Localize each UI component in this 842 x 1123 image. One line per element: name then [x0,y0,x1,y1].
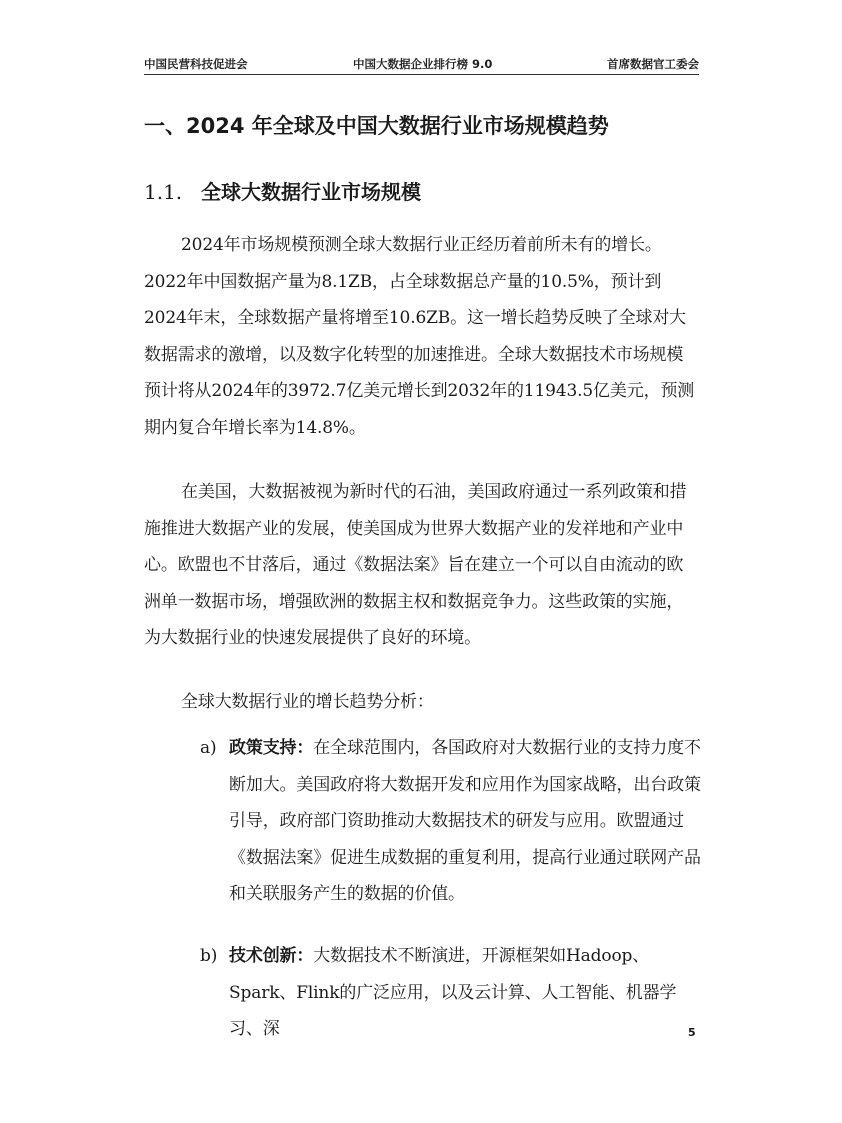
paragraph-market-size: 2024年市场规模预测全球大数据行业正经历着前所未有的增长。2022年中国数据产量为8.1ZB，占全球数据总产量的10.5%，预计到2024年末，全球数据产量将增至10.6ZB。这一增长趋势反映了全球对大数据需求的激增，以及数字化转型的加速推进。全球大数据技术市场规模预计将从2024年的3972.7亿美元增长到2032年的11943.5亿美元，预测期内复合年增长率为14.8%。 [144,235,695,438]
paragraph-trend-intro: 全球大数据行业的增长趋势分析： [181,692,434,712]
list-item-tech-innovation [200,938,702,1048]
list-item-body [229,938,702,1048]
section-heading [144,176,421,205]
header-document-title: 中国大数据企业排行榜 9.0 [353,57,493,71]
list-marker: b) [200,946,218,966]
page-header [144,56,699,75]
section-title: 全球大数据行业市场规模 [201,180,421,204]
list-marker: a) [200,738,217,758]
list-item-term: 政策支持： [229,738,314,758]
list-item-term: 技术创新： [229,946,314,966]
header-right-org: 首席数据官工委会 [607,57,699,71]
header-left-org: 中国民营科技促进会 [144,57,248,71]
paragraph-us-eu-policy: 在美国，大数据被视为新时代的石油，美国政府通过一系列政策和措施推进大数据产业的发展，使美国成为世界大数据产业的发祥地和产业中心。欧盟也不甘落后，通过《数据法案》旨在建立一个可以自由流动的欧洲单一数据市场，增强欧洲的数据主权和数据竞争力。这些政策的实施，为大数据行业的快速发展提供了良好的环境。 [144,482,687,648]
list-item-text: 大数据技术不断演进，开源框架如Hadoop、Spark、Flink的广泛应用，以及云计算、人工智能、机器学习、深 [229,946,677,1039]
section-number: 1.1. [144,180,183,204]
list-item-text: 在全球范围内，各国政府对大数据行业的支持力度不断加大。美国政府将大数据开发和应用作为国家战略，出台政策引导，政府部门资助推动大数据技术的研发与应用。欧盟通过《数据法案》促进生成数据的重复利用，提高行业通过联网产品和关联服务产生的数据的价值。 [229,738,701,904]
page-number: 5 [688,1026,696,1039]
list-item-body [229,730,702,913]
list-item-policy-support [200,730,702,913]
chapter-heading: 一、2024 年全球及中国大数据行业市场规模趋势 [144,114,609,138]
